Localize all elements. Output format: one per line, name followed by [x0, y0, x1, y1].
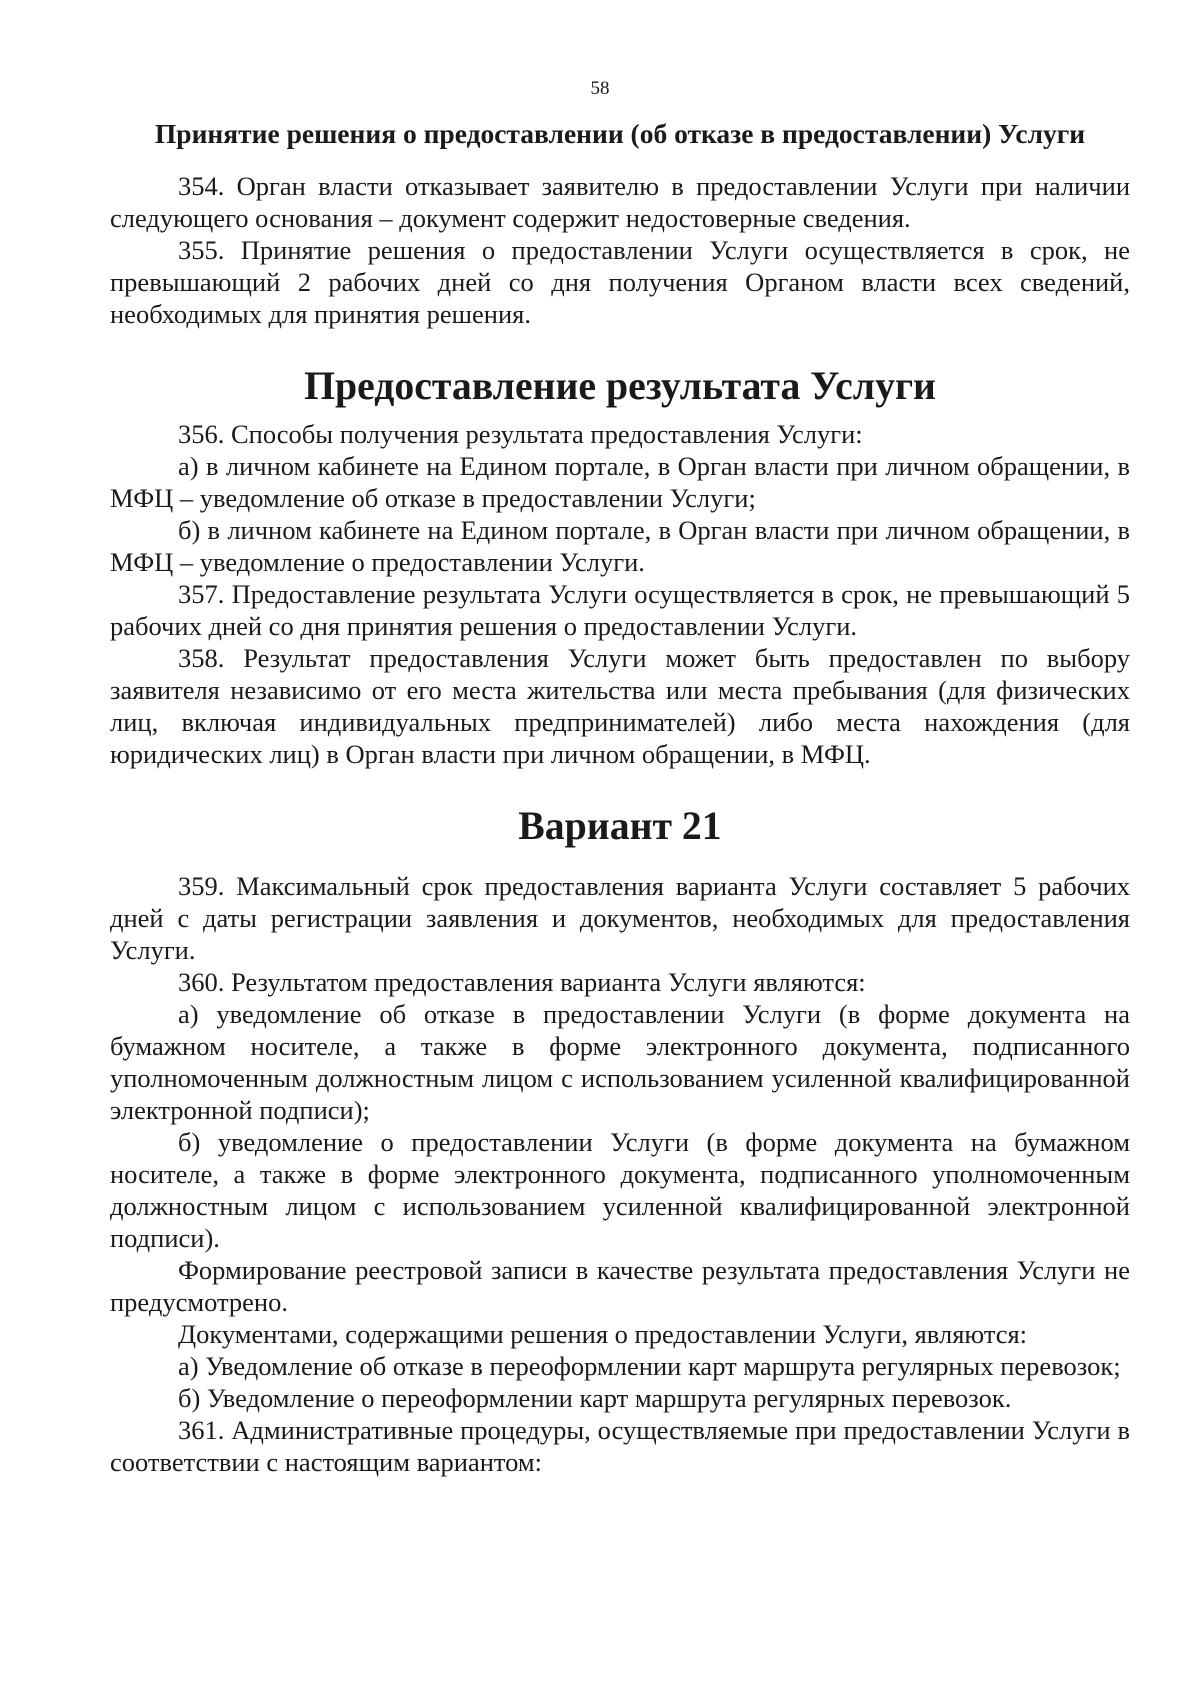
section-heading-variant: Вариант 21 [518, 804, 722, 848]
section-heading-result: Предоставление результата Услуги [304, 364, 936, 408]
paragraph: б) в личном кабинете на Едином портале, в Орган власти при личном обращении, в МФЦ – уведомление о предоставлении Услуги. [110, 515, 1130, 577]
paragraph: 355. Принятие решения о предоставлении Услуги осуществляется в срок, не превышающий 2 рабочих дней со дня получения Органом власти всех сведений, необходимых для принятия решения. [110, 235, 1130, 329]
paragraph: а) в личном кабинете на Едином портале, в Орган власти при личном обращении, в МФЦ – уведомление об отказе в предоставлении Услуги; [110, 451, 1130, 513]
paragraph: а) Уведомление об отказе в переоформлении карт маршрута регулярных перевозок; [178, 1351, 1121, 1381]
paragraph: а) уведомление об отказе в предоставлении Услуги (в форме документа на бумажном носителе, а также в форме электронного документа, подписанного уполномоченным должностным лицом с использованием усиленной квалифицированной электронной подписи); [110, 999, 1130, 1125]
paragraph: Документами, содержащими решения о предоставлении Услуги, являются: [178, 1319, 1028, 1349]
paragraph: 361. Административные процедуры, осуществляемые при предоставлении Услуги в соответствии с настоящим вариантом: [110, 1415, 1130, 1477]
paragraph: б) уведомление о предоставлении Услуги (в форме документа на бумажном носителе, а также в форме электронного документа, подписанного уполномоченным должностным лицом с использованием усиленной квалифицированной электронной подписи). [110, 1127, 1130, 1253]
paragraph: 356. Способы получения результата предоставления Услуги: [178, 419, 863, 449]
paragraph: б) Уведомление о переоформлении карт маршрута регулярных перевозок. [178, 1383, 1012, 1413]
page-content [110, 118, 1130, 1478]
paragraph: 357. Предоставление результата Услуги осуществляется в срок, не превышающий 5 рабочих дней со дня принятия решения о предоставлении Услуги. [110, 579, 1130, 641]
paragraph: 360. Результатом предоставления варианта Услуги являются: [178, 967, 866, 997]
paragraph: Формирование реестровой записи в качестве результата предоставления Услуги не предусмотрено. [110, 1255, 1130, 1317]
paragraph: 359. Максимальный срок предоставления варианта Услуги составляет 5 рабочих дней с даты регистрации заявления и документов, необходимых для предоставления Услуги. [110, 871, 1130, 965]
paragraph: 354. Орган власти отказывает заявителю в предоставлении Услуги при наличии следующего основания – документ содержит недостоверные сведения. [110, 171, 1130, 233]
paragraph: 358. Результат предоставления Услуги может быть предоставлен по выбору заявителя независимо от его места жительства или места пребывания (для физических лиц, включая индивидуальных предпринимателей) либо места нахождения (для юридических лиц) в Орган власти при личном обращении, в МФЦ. [110, 643, 1130, 769]
page-number: 58 [590, 78, 610, 99]
section-heading-decision: Принятие решения о предоставлении (об отказе в предоставлении) Услуги [154, 118, 1086, 149]
